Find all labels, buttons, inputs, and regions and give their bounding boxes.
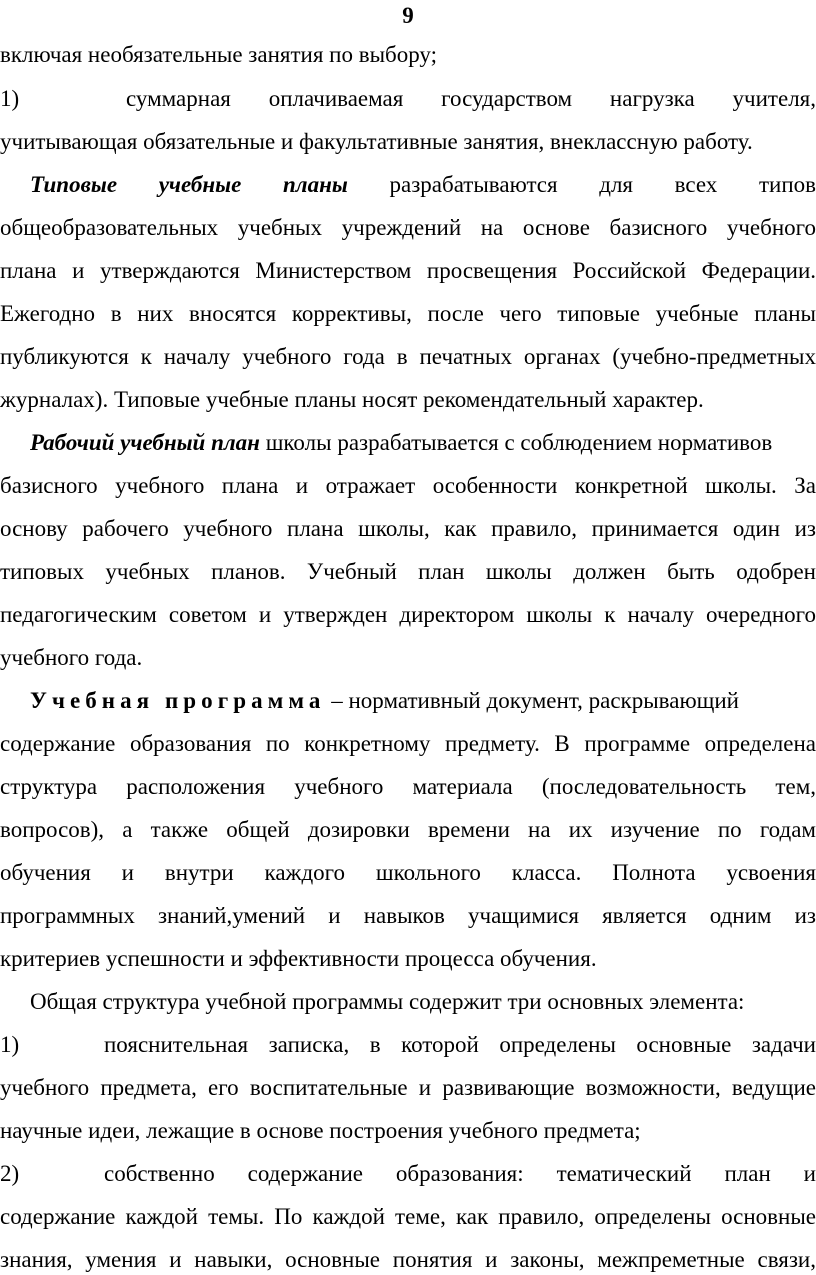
list-text: собственно содержание образования: тематический план и [104,1161,816,1186]
list-number: 2) [0,1161,20,1186]
text-run: разрабатываются для всех типов [389,172,816,197]
text-line: критериев успешности и эффективности процесса обучения. [0,946,597,971]
term-curriculum: Учебная программа [30,688,326,713]
text-line: педагогическим советом и утвержден директором школы к началу очередного [0,602,816,627]
text-line: журналах). Типовые учебные планы носят рекомендательный характер. [0,387,704,412]
text-line: общеобразовательных учебных учреждений на основе базисного учебного [0,215,816,240]
list-item-line [0,84,816,114]
text-run: школы разрабатывается с соблюдением нормативов [259,430,773,455]
term-typical-plans: Типовые учебные планы [30,172,348,197]
text-run: – нормативный документ, раскрывающий [325,688,739,713]
page-number: 9 [402,3,414,28]
list-number: 1) [0,1032,20,1057]
text-line: научные идеи, лежащие в основе построения учебного предмета; [0,1118,641,1143]
list-item-line [0,1159,816,1189]
text-line: знания, умения и навыки, основные понятия и законы, межпреметные связи, [0,1247,816,1272]
text-line: типовых учебных планов. Учебный план школы должен быть одобрен [0,559,816,584]
text-line: базисного учебного плана и отражает особенности конкретной школы. За [0,473,816,498]
term-working-plan: Рабочий учебный план [30,430,260,455]
list-number: 1) [0,86,20,111]
text-line: структура расположения учебного материала (последовательность тем, [0,774,816,799]
text-line: учебного предмета, его воспитательные и развивающие возможности, ведущие [0,1075,816,1100]
text-line: программных знаний,умений и навыков учащимися является одним из [0,903,816,928]
text-line: содержание каждой темы. По каждой теме, как правило, определены основные [0,1204,816,1229]
paragraph-start-line [0,170,816,200]
text-line: плана и утверждаются Министерством просвещения Российской Федерации. [0,258,816,283]
text-line: обучения и внутри каждого школьного класса. Полнота усвоения [0,860,816,885]
list-text: суммарная оплачиваемая государством нагрузка учителя, [126,86,816,111]
text-line: включая необязательные занятия по выбору; [0,42,438,67]
text-line: публикуются к началу учебного года в печатных органах (учебно-предметных [0,344,816,369]
list-text: пояснительная записка, в которой определены основные задачи [104,1032,816,1057]
list-item-line [0,1030,816,1060]
text-line: Общая структура учебной программы содержит три основных элемента: [30,989,745,1014]
paragraph-start-line [0,686,816,716]
text-line: Ежегодно в них вносятся коррективы, после чего типовые учебные планы [0,301,816,326]
text-line: учитывающая обязательные и факультативные занятия, внеклассную работу. [0,129,753,154]
text-line: вопросов), а также общей дозировки времени на их изучение по годам [0,817,816,842]
text-line: учебного года. [0,645,143,670]
paragraph-start-line [0,428,816,458]
text-line: содержание образования по конкретному предмету. В программе определена [0,731,816,756]
text-line: основу рабочего учебного плана школы, как правило, принимается один из [0,516,816,541]
